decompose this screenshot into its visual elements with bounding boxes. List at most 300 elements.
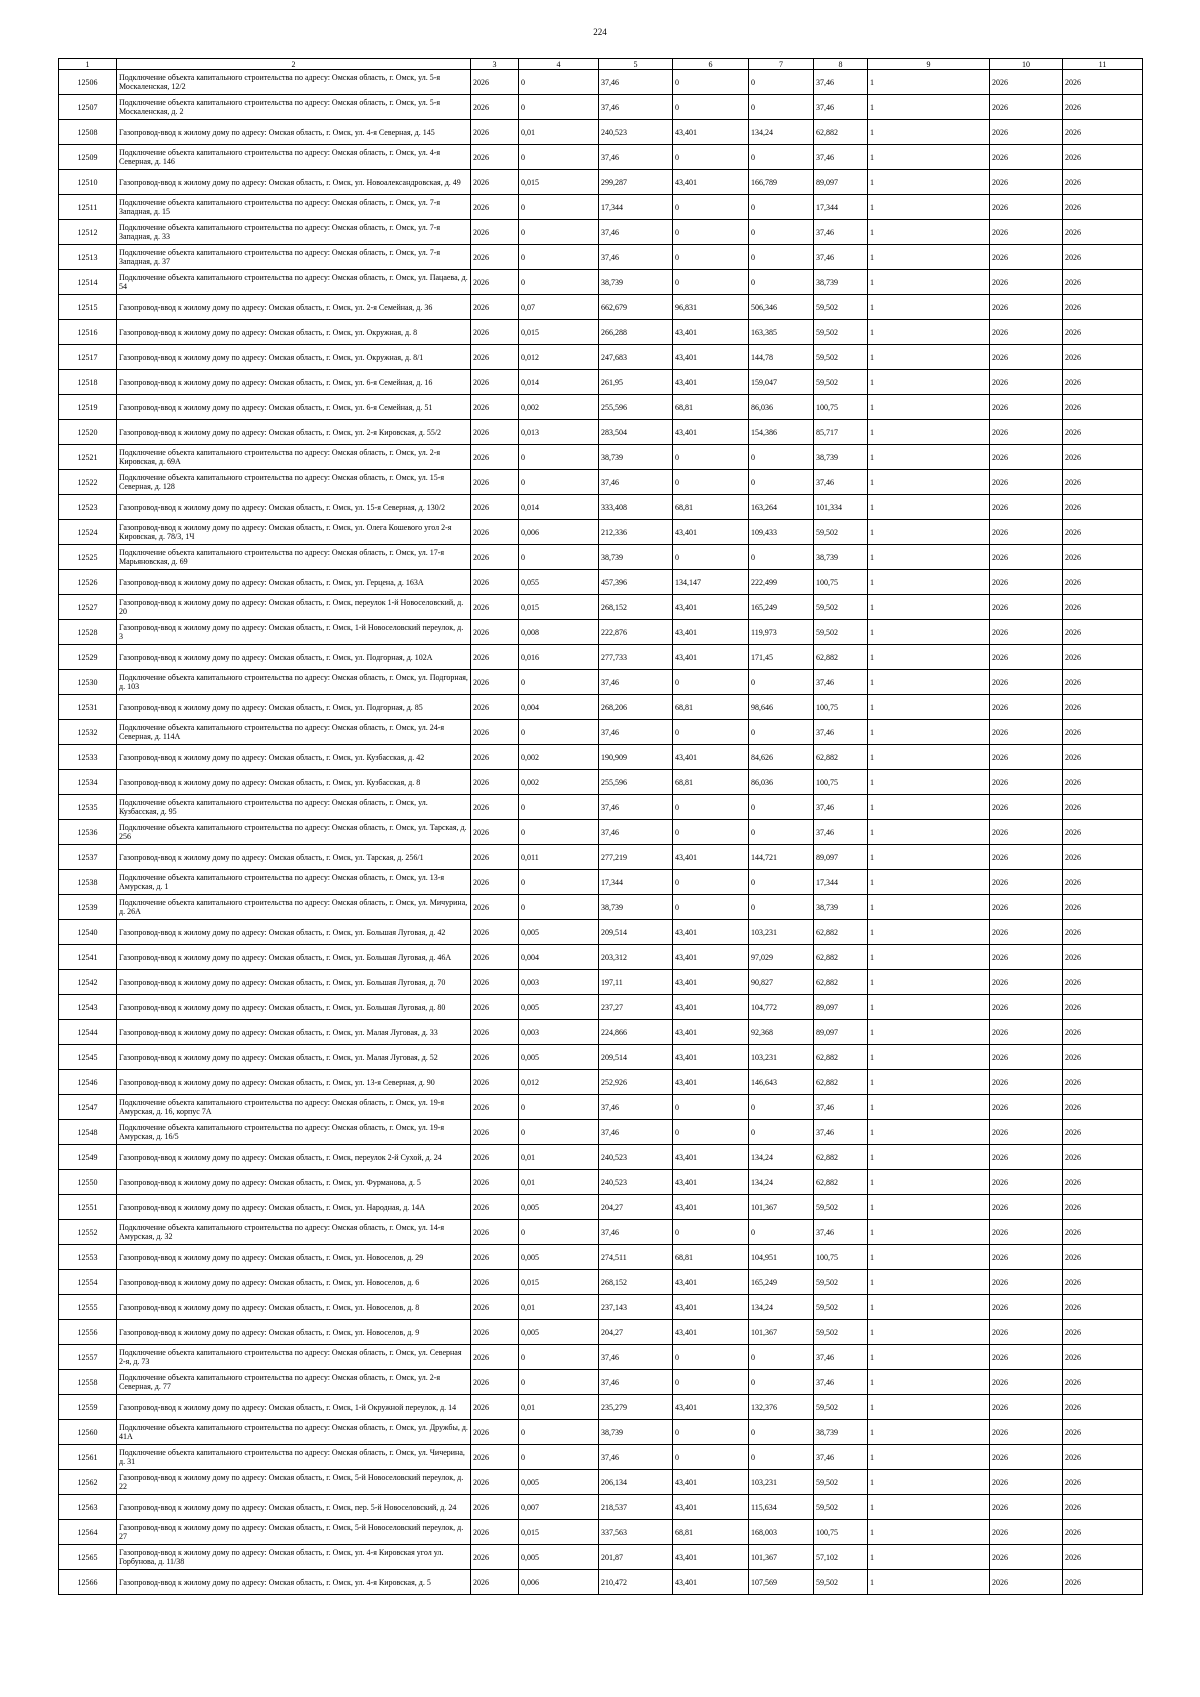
year-cell: 2026 bbox=[471, 620, 519, 645]
year-cell: 2026 bbox=[471, 295, 519, 320]
value-cell-8: 38,739 bbox=[814, 445, 868, 470]
start-year-cell: 2026 bbox=[990, 70, 1063, 95]
row-number-cell: 12541 bbox=[59, 945, 117, 970]
end-year-cell: 2026 bbox=[1063, 195, 1143, 220]
value-cell-7: 134,24 bbox=[749, 1170, 814, 1195]
value-cell-4: 0 bbox=[519, 1095, 599, 1120]
end-year-cell: 2026 bbox=[1063, 1320, 1143, 1345]
year-cell: 2026 bbox=[471, 770, 519, 795]
value-cell-7: 134,24 bbox=[749, 120, 814, 145]
value-cell-7: 506,346 bbox=[749, 295, 814, 320]
end-year-cell: 2026 bbox=[1063, 1545, 1143, 1570]
value-cell-9: 1 bbox=[868, 1195, 990, 1220]
value-cell-5: 212,336 bbox=[599, 520, 673, 545]
value-cell-5: 203,312 bbox=[599, 945, 673, 970]
value-cell-9: 1 bbox=[868, 1320, 990, 1345]
value-cell-6: 43,401 bbox=[673, 745, 749, 770]
value-cell-8: 62,882 bbox=[814, 645, 868, 670]
value-cell-5: 37,46 bbox=[599, 1120, 673, 1145]
value-cell-5: 224,866 bbox=[599, 1020, 673, 1045]
value-cell-9: 1 bbox=[868, 695, 990, 720]
start-year-cell: 2026 bbox=[990, 645, 1063, 670]
value-cell-4: 0 bbox=[519, 1120, 599, 1145]
value-cell-4: 0 bbox=[519, 1220, 599, 1245]
row-number-cell: 12561 bbox=[59, 1445, 117, 1470]
description-cell: Газопровод-ввод к жилому дому по адресу: Омская область, г. Омск, ул. Герцена, д. 163А bbox=[117, 570, 471, 595]
description-cell: Газопровод-ввод к жилому дому по адресу: Омская область, г. Омск, 1-й Окружной переулок, д. 14 bbox=[117, 1395, 471, 1420]
value-cell-4: 0,016 bbox=[519, 645, 599, 670]
year-cell: 2026 bbox=[471, 70, 519, 95]
value-cell-8: 59,502 bbox=[814, 1320, 868, 1345]
value-cell-5: 268,152 bbox=[599, 1270, 673, 1295]
value-cell-5: 299,287 bbox=[599, 170, 673, 195]
value-cell-9: 1 bbox=[868, 1420, 990, 1445]
value-cell-8: 100,75 bbox=[814, 1520, 868, 1545]
start-year-cell: 2026 bbox=[990, 1545, 1063, 1570]
row-number-cell: 12538 bbox=[59, 870, 117, 895]
description-cell: Газопровод-ввод к жилому дому по адресу: Омская область, г. Омск, ул. Фурманова, д. 5 bbox=[117, 1170, 471, 1195]
table-row bbox=[59, 945, 1143, 970]
value-cell-4: 0,002 bbox=[519, 395, 599, 420]
value-cell-5: 240,523 bbox=[599, 1145, 673, 1170]
year-cell: 2026 bbox=[471, 945, 519, 970]
table-row bbox=[59, 820, 1143, 845]
end-year-cell: 2026 bbox=[1063, 245, 1143, 270]
value-cell-6: 43,401 bbox=[673, 995, 749, 1020]
start-year-cell: 2026 bbox=[990, 1520, 1063, 1545]
start-year-cell: 2026 bbox=[990, 1245, 1063, 1270]
description-cell: Газопровод-ввод к жилому дому по адресу: Омская область, г. Омск, ул. 4-я Кировская, д. 5 bbox=[117, 1570, 471, 1595]
column-number-row bbox=[59, 59, 1143, 70]
value-cell-9: 1 bbox=[868, 1470, 990, 1495]
value-cell-9: 1 bbox=[868, 420, 990, 445]
value-cell-8: 37,46 bbox=[814, 220, 868, 245]
table-row bbox=[59, 470, 1143, 495]
value-cell-7: 171,45 bbox=[749, 645, 814, 670]
description-cell: Подключение объекта капитального строительства по адресу: Омская область, г. Омск, ул. 19-я Амурская, д. 16, корпус 7А bbox=[117, 1095, 471, 1120]
value-cell-6: 43,401 bbox=[673, 320, 749, 345]
value-cell-9: 1 bbox=[868, 1520, 990, 1545]
value-cell-8: 62,882 bbox=[814, 945, 868, 970]
value-cell-6: 0 bbox=[673, 1220, 749, 1245]
value-cell-6: 43,401 bbox=[673, 1545, 749, 1570]
value-cell-9: 1 bbox=[868, 995, 990, 1020]
table-row bbox=[59, 745, 1143, 770]
year-cell: 2026 bbox=[471, 95, 519, 120]
value-cell-7: 97,029 bbox=[749, 945, 814, 970]
start-year-cell: 2026 bbox=[990, 370, 1063, 395]
row-number-cell: 12552 bbox=[59, 1220, 117, 1245]
value-cell-9: 1 bbox=[868, 870, 990, 895]
value-cell-5: 209,514 bbox=[599, 1045, 673, 1070]
column-header: 2 bbox=[117, 59, 471, 70]
year-cell: 2026 bbox=[471, 1370, 519, 1395]
end-year-cell: 2026 bbox=[1063, 1045, 1143, 1070]
column-header: 9 bbox=[868, 59, 990, 70]
description-cell: Газопровод-ввод к жилому дому по адресу: Омская область, г. Омск, ул. Новоселов, д. 6 bbox=[117, 1270, 471, 1295]
value-cell-4: 0,015 bbox=[519, 170, 599, 195]
value-cell-7: 0 bbox=[749, 1420, 814, 1445]
value-cell-7: 134,24 bbox=[749, 1145, 814, 1170]
start-year-cell: 2026 bbox=[990, 520, 1063, 545]
table-row bbox=[59, 245, 1143, 270]
table-row bbox=[59, 895, 1143, 920]
value-cell-9: 1 bbox=[868, 95, 990, 120]
value-cell-6: 0 bbox=[673, 720, 749, 745]
value-cell-7: 0 bbox=[749, 95, 814, 120]
value-cell-8: 100,75 bbox=[814, 770, 868, 795]
row-number-cell: 12508 bbox=[59, 120, 117, 145]
value-cell-4: 0 bbox=[519, 1370, 599, 1395]
year-cell: 2026 bbox=[471, 820, 519, 845]
value-cell-9: 1 bbox=[868, 745, 990, 770]
value-cell-5: 252,926 bbox=[599, 1070, 673, 1095]
value-cell-9: 1 bbox=[868, 1095, 990, 1120]
row-number-cell: 12518 bbox=[59, 370, 117, 395]
row-number-cell: 12533 bbox=[59, 745, 117, 770]
row-number-cell: 12540 bbox=[59, 920, 117, 945]
start-year-cell: 2026 bbox=[990, 95, 1063, 120]
description-cell: Подключение объекта капитального строительства по адресу: Омская область, г. Омск, ул. Тарская, д. 256 bbox=[117, 820, 471, 845]
end-year-cell: 2026 bbox=[1063, 1095, 1143, 1120]
table-row bbox=[59, 1120, 1143, 1145]
value-cell-7: 103,231 bbox=[749, 1045, 814, 1070]
value-cell-8: 89,097 bbox=[814, 170, 868, 195]
row-number-cell: 12537 bbox=[59, 845, 117, 870]
value-cell-4: 0 bbox=[519, 245, 599, 270]
column-header: 1 bbox=[59, 59, 117, 70]
description-cell: Подключение объекта капитального строительства по адресу: Омская область, г. Омск, ул. Пацаева, д. 54 bbox=[117, 270, 471, 295]
row-number-cell: 12553 bbox=[59, 1245, 117, 1270]
value-cell-5: 37,46 bbox=[599, 470, 673, 495]
value-cell-5: 37,46 bbox=[599, 245, 673, 270]
start-year-cell: 2026 bbox=[990, 170, 1063, 195]
value-cell-6: 134,147 bbox=[673, 570, 749, 595]
value-cell-9: 1 bbox=[868, 1070, 990, 1095]
value-cell-9: 1 bbox=[868, 320, 990, 345]
value-cell-5: 201,87 bbox=[599, 1545, 673, 1570]
year-cell: 2026 bbox=[471, 145, 519, 170]
table-row bbox=[59, 520, 1143, 545]
table-row bbox=[59, 270, 1143, 295]
description-cell: Газопровод-ввод к жилому дому по адресу: Омская область, г. Омск, ул. Малая Луговая, д. 52 bbox=[117, 1045, 471, 1070]
value-cell-5: 222,876 bbox=[599, 620, 673, 645]
year-cell: 2026 bbox=[471, 1270, 519, 1295]
end-year-cell: 2026 bbox=[1063, 670, 1143, 695]
value-cell-7: 86,036 bbox=[749, 770, 814, 795]
description-cell: Подключение объекта капитального строительства по адресу: Омская область, г. Омск, ул. 7-я Западная, д. 37 bbox=[117, 245, 471, 270]
value-cell-4: 0,008 bbox=[519, 620, 599, 645]
value-cell-4: 0,015 bbox=[519, 1520, 599, 1545]
value-cell-8: 62,882 bbox=[814, 970, 868, 995]
year-cell: 2026 bbox=[471, 1020, 519, 1045]
column-header: 10 bbox=[990, 59, 1063, 70]
value-cell-9: 1 bbox=[868, 770, 990, 795]
column-header: 8 bbox=[814, 59, 868, 70]
start-year-cell: 2026 bbox=[990, 1395, 1063, 1420]
value-cell-4: 0,015 bbox=[519, 1270, 599, 1295]
value-cell-4: 0,002 bbox=[519, 745, 599, 770]
value-cell-9: 1 bbox=[868, 945, 990, 970]
year-cell: 2026 bbox=[471, 245, 519, 270]
start-year-cell: 2026 bbox=[990, 145, 1063, 170]
description-cell: Подключение объекта капитального строительства по адресу: Омская область, г. Омск, ул. 24-я Северная, д. 114А bbox=[117, 720, 471, 745]
table-row bbox=[59, 1245, 1143, 1270]
value-cell-7: 101,367 bbox=[749, 1545, 814, 1570]
year-cell: 2026 bbox=[471, 1445, 519, 1470]
value-cell-4: 0,015 bbox=[519, 320, 599, 345]
value-cell-5: 277,733 bbox=[599, 645, 673, 670]
description-cell: Газопровод-ввод к жилому дому по адресу: Омская область, г. Омск, ул. Подгорная, д. 102А bbox=[117, 645, 471, 670]
value-cell-6: 43,401 bbox=[673, 1270, 749, 1295]
row-number-cell: 12548 bbox=[59, 1120, 117, 1145]
description-cell: Подключение объекта капитального строительства по адресу: Омская область, г. Омск, ул. 7-я Западная, д. 33 bbox=[117, 220, 471, 245]
description-cell: Подключение объекта капитального строительства по адресу: Омская область, г. Омск, ул. 15-я Северная, д. 128 bbox=[117, 470, 471, 495]
year-cell: 2026 bbox=[471, 720, 519, 745]
value-cell-9: 1 bbox=[868, 920, 990, 945]
start-year-cell: 2026 bbox=[990, 620, 1063, 645]
start-year-cell: 2026 bbox=[990, 1420, 1063, 1445]
end-year-cell: 2026 bbox=[1063, 470, 1143, 495]
value-cell-8: 59,502 bbox=[814, 595, 868, 620]
value-cell-5: 37,46 bbox=[599, 670, 673, 695]
description-cell: Газопровод-ввод к жилому дому по адресу: Омская область, г. Омск, 5-й Новоселовский переулок, д. 27 bbox=[117, 1520, 471, 1545]
value-cell-5: 337,563 bbox=[599, 1520, 673, 1545]
description-cell: Газопровод-ввод к жилому дому по адресу: Омская область, г. Омск, ул. Новоселов, д. 29 bbox=[117, 1245, 471, 1270]
end-year-cell: 2026 bbox=[1063, 1070, 1143, 1095]
row-number-cell: 12511 bbox=[59, 195, 117, 220]
value-cell-9: 1 bbox=[868, 495, 990, 520]
description-cell: Подключение объекта капитального строительства по адресу: Омская область, г. Омск, ул. Дружбы, д. 41А bbox=[117, 1420, 471, 1445]
value-cell-5: 38,739 bbox=[599, 1420, 673, 1445]
value-cell-7: 0 bbox=[749, 270, 814, 295]
table-body bbox=[59, 70, 1143, 1595]
value-cell-8: 59,502 bbox=[814, 1295, 868, 1320]
start-year-cell: 2026 bbox=[990, 545, 1063, 570]
value-cell-5: 197,11 bbox=[599, 970, 673, 995]
table-row bbox=[59, 870, 1143, 895]
table-row bbox=[59, 695, 1143, 720]
row-number-cell: 12550 bbox=[59, 1170, 117, 1195]
end-year-cell: 2026 bbox=[1063, 1495, 1143, 1520]
value-cell-6: 43,401 bbox=[673, 1395, 749, 1420]
description-cell: Газопровод-ввод к жилому дому по адресу: Омская область, г. Омск, ул. Тарская, д. 256/1 bbox=[117, 845, 471, 870]
value-cell-7: 168,003 bbox=[749, 1520, 814, 1545]
value-cell-8: 100,75 bbox=[814, 395, 868, 420]
value-cell-9: 1 bbox=[868, 470, 990, 495]
value-cell-7: 0 bbox=[749, 670, 814, 695]
year-cell: 2026 bbox=[471, 1570, 519, 1595]
value-cell-5: 274,511 bbox=[599, 1245, 673, 1270]
value-cell-7: 154,386 bbox=[749, 420, 814, 445]
start-year-cell: 2026 bbox=[990, 1095, 1063, 1120]
value-cell-9: 1 bbox=[868, 70, 990, 95]
value-cell-6: 43,401 bbox=[673, 370, 749, 395]
value-cell-5: 37,46 bbox=[599, 795, 673, 820]
value-cell-5: 266,288 bbox=[599, 320, 673, 345]
table-row bbox=[59, 495, 1143, 520]
year-cell: 2026 bbox=[471, 1045, 519, 1070]
end-year-cell: 2026 bbox=[1063, 270, 1143, 295]
value-cell-5: 255,596 bbox=[599, 770, 673, 795]
value-cell-4: 0 bbox=[519, 95, 599, 120]
value-cell-5: 37,46 bbox=[599, 1445, 673, 1470]
value-cell-8: 37,46 bbox=[814, 1445, 868, 1470]
end-year-cell: 2026 bbox=[1063, 170, 1143, 195]
value-cell-8: 89,097 bbox=[814, 995, 868, 1020]
value-cell-5: 457,396 bbox=[599, 570, 673, 595]
value-cell-6: 43,401 bbox=[673, 645, 749, 670]
table-row bbox=[59, 845, 1143, 870]
value-cell-4: 0,005 bbox=[519, 1245, 599, 1270]
value-cell-4: 0 bbox=[519, 70, 599, 95]
year-cell: 2026 bbox=[471, 445, 519, 470]
value-cell-5: 235,279 bbox=[599, 1395, 673, 1420]
description-cell: Газопровод-ввод к жилому дому по адресу: Омская область, г. Омск, ул. 6-я Семейная, д. 51 bbox=[117, 395, 471, 420]
value-cell-5: 247,683 bbox=[599, 345, 673, 370]
value-cell-4: 0,011 bbox=[519, 845, 599, 870]
value-cell-4: 0,01 bbox=[519, 1170, 599, 1195]
value-cell-7: 0 bbox=[749, 70, 814, 95]
value-cell-4: 0,003 bbox=[519, 970, 599, 995]
value-cell-9: 1 bbox=[868, 1370, 990, 1395]
value-cell-6: 43,401 bbox=[673, 1570, 749, 1595]
value-cell-5: 37,46 bbox=[599, 145, 673, 170]
description-cell: Подключение объекта капитального строительства по адресу: Омская область, г. Омск, ул. Кузбасская, д. 95 bbox=[117, 795, 471, 820]
value-cell-9: 1 bbox=[868, 1295, 990, 1320]
value-cell-4: 0,005 bbox=[519, 1545, 599, 1570]
value-cell-6: 0 bbox=[673, 195, 749, 220]
value-cell-9: 1 bbox=[868, 120, 990, 145]
value-cell-6: 0 bbox=[673, 1120, 749, 1145]
description-cell: Газопровод-ввод к жилому дому по адресу: Омская область, г. Омск, пер. 5-й Новоселовский, д. 24 bbox=[117, 1495, 471, 1520]
row-number-cell: 12531 bbox=[59, 695, 117, 720]
value-cell-4: 0,004 bbox=[519, 695, 599, 720]
value-cell-6: 68,81 bbox=[673, 495, 749, 520]
value-cell-7: 0 bbox=[749, 1370, 814, 1395]
value-cell-5: 255,596 bbox=[599, 395, 673, 420]
end-year-cell: 2026 bbox=[1063, 570, 1143, 595]
value-cell-9: 1 bbox=[868, 345, 990, 370]
row-number-cell: 12515 bbox=[59, 295, 117, 320]
table-row bbox=[59, 670, 1143, 695]
year-cell: 2026 bbox=[471, 920, 519, 945]
value-cell-9: 1 bbox=[868, 145, 990, 170]
row-number-cell: 12516 bbox=[59, 320, 117, 345]
start-year-cell: 2026 bbox=[990, 120, 1063, 145]
value-cell-7: 115,634 bbox=[749, 1495, 814, 1520]
value-cell-4: 0,005 bbox=[519, 995, 599, 1020]
end-year-cell: 2026 bbox=[1063, 645, 1143, 670]
value-cell-4: 0 bbox=[519, 670, 599, 695]
description-cell: Подключение объекта капитального строительства по адресу: Омская область, г. Омск, ул. 14-я Амурская, д. 32 bbox=[117, 1220, 471, 1245]
value-cell-6: 0 bbox=[673, 870, 749, 895]
row-number-cell: 12528 bbox=[59, 620, 117, 645]
description-cell: Подключение объекта капитального строительства по адресу: Омская область, г. Омск, ул. Подгорная, д. 103 bbox=[117, 670, 471, 695]
start-year-cell: 2026 bbox=[990, 1270, 1063, 1295]
value-cell-6: 68,81 bbox=[673, 395, 749, 420]
description-cell: Газопровод-ввод к жилому дому по адресу: Омская область, г. Омск, ул. Большая Луговая, д. 80 bbox=[117, 995, 471, 1020]
value-cell-4: 0 bbox=[519, 470, 599, 495]
value-cell-6: 0 bbox=[673, 1370, 749, 1395]
year-cell: 2026 bbox=[471, 695, 519, 720]
value-cell-8: 59,502 bbox=[814, 295, 868, 320]
value-cell-5: 218,537 bbox=[599, 1495, 673, 1520]
start-year-cell: 2026 bbox=[990, 1220, 1063, 1245]
end-year-cell: 2026 bbox=[1063, 595, 1143, 620]
end-year-cell: 2026 bbox=[1063, 720, 1143, 745]
end-year-cell: 2026 bbox=[1063, 545, 1143, 570]
value-cell-6: 43,401 bbox=[673, 1320, 749, 1345]
table-row bbox=[59, 645, 1143, 670]
description-cell: Подключение объекта капитального строительства по адресу: Омская область, г. Омск, ул. 2-я Северная, д. 77 bbox=[117, 1370, 471, 1395]
value-cell-8: 38,739 bbox=[814, 1420, 868, 1445]
row-number-cell: 12523 bbox=[59, 495, 117, 520]
row-number-cell: 12509 bbox=[59, 145, 117, 170]
value-cell-7: 0 bbox=[749, 1445, 814, 1470]
start-year-cell: 2026 bbox=[990, 1120, 1063, 1145]
start-year-cell: 2026 bbox=[990, 320, 1063, 345]
description-cell: Подключение объекта капитального строительства по адресу: Омская область, г. Омск, ул. 13-я Амурская, д. 1 bbox=[117, 870, 471, 895]
table-row bbox=[59, 1045, 1143, 1070]
end-year-cell: 2026 bbox=[1063, 145, 1143, 170]
value-cell-6: 68,81 bbox=[673, 1520, 749, 1545]
start-year-cell: 2026 bbox=[990, 745, 1063, 770]
row-number-cell: 12522 bbox=[59, 470, 117, 495]
year-cell: 2026 bbox=[471, 1395, 519, 1420]
value-cell-4: 0,013 bbox=[519, 420, 599, 445]
value-cell-5: 37,46 bbox=[599, 820, 673, 845]
value-cell-6: 0 bbox=[673, 820, 749, 845]
value-cell-7: 163,264 bbox=[749, 495, 814, 520]
value-cell-7: 84,626 bbox=[749, 745, 814, 770]
year-cell: 2026 bbox=[471, 970, 519, 995]
year-cell: 2026 bbox=[471, 220, 519, 245]
value-cell-8: 37,46 bbox=[814, 1120, 868, 1145]
row-number-cell: 12554 bbox=[59, 1270, 117, 1295]
start-year-cell: 2026 bbox=[990, 1295, 1063, 1320]
table-row bbox=[59, 1570, 1143, 1595]
value-cell-8: 37,46 bbox=[814, 145, 868, 170]
value-cell-5: 204,27 bbox=[599, 1195, 673, 1220]
start-year-cell: 2026 bbox=[990, 1145, 1063, 1170]
row-number-cell: 12543 bbox=[59, 995, 117, 1020]
value-cell-4: 0,012 bbox=[519, 345, 599, 370]
end-year-cell: 2026 bbox=[1063, 1520, 1143, 1545]
row-number-cell: 12559 bbox=[59, 1395, 117, 1420]
value-cell-6: 43,401 bbox=[673, 120, 749, 145]
end-year-cell: 2026 bbox=[1063, 445, 1143, 470]
value-cell-8: 38,739 bbox=[814, 895, 868, 920]
value-cell-9: 1 bbox=[868, 245, 990, 270]
value-cell-7: 86,036 bbox=[749, 395, 814, 420]
column-header: 7 bbox=[749, 59, 814, 70]
value-cell-7: 165,249 bbox=[749, 1270, 814, 1295]
start-year-cell: 2026 bbox=[990, 670, 1063, 695]
description-cell: Подключение объекта капитального строительства по адресу: Омская область, г. Омск, ул. 5-я Москаленская, д. 2 bbox=[117, 95, 471, 120]
value-cell-9: 1 bbox=[868, 520, 990, 545]
value-cell-8: 37,46 bbox=[814, 1370, 868, 1395]
start-year-cell: 2026 bbox=[990, 970, 1063, 995]
end-year-cell: 2026 bbox=[1063, 995, 1143, 1020]
value-cell-5: 17,344 bbox=[599, 870, 673, 895]
end-year-cell: 2026 bbox=[1063, 520, 1143, 545]
table-row bbox=[59, 1445, 1143, 1470]
start-year-cell: 2026 bbox=[990, 1495, 1063, 1520]
end-year-cell: 2026 bbox=[1063, 395, 1143, 420]
row-number-cell: 12560 bbox=[59, 1420, 117, 1445]
value-cell-4: 0,014 bbox=[519, 370, 599, 395]
